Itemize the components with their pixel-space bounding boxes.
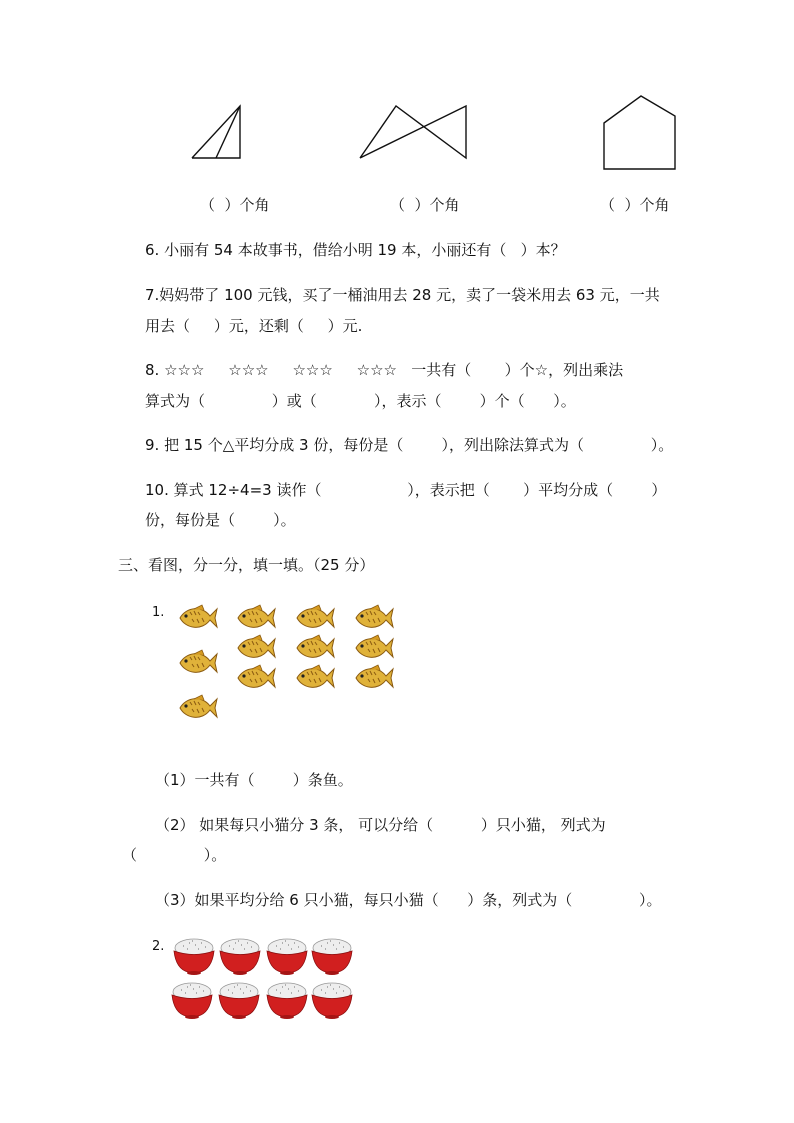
fish-icon [297, 665, 334, 687]
section-3-title: 三、看图，分一分，填一填。（25 分） [118, 556, 375, 574]
pentagon-figure [601, 94, 681, 174]
question-6: 6. 小丽有 54 本故事书，借给小明 19 本，小丽还有（ ）本？ [145, 241, 566, 259]
fish-icon [356, 665, 393, 687]
question-8-line1: 8. ☆☆☆ ☆☆☆ ☆☆☆ ☆☆☆ 一共有（ ）个☆，列出乘法 [145, 361, 624, 379]
rice-bowl-icon [172, 983, 212, 1019]
problem-1-sub-3: （3）如果平均分给 6 只小猫，每只小猫（ ）条，列式为（ ）。 [155, 891, 662, 909]
fish-icon [180, 695, 217, 717]
fish-icon [356, 635, 393, 657]
rice-bowl-icon [220, 939, 260, 975]
fish-icon [238, 635, 275, 657]
rice-bowl-group [171, 934, 371, 1024]
question-9: 9. 把 15 个△平均分成 3 份，每份是（ ），列出除法算式为（ ）。 [145, 436, 674, 454]
problem-1-sub-2-line2: （ ）。 [122, 846, 227, 864]
fish-icon [297, 635, 334, 657]
question-10-line1: 10. 算式 12÷4=3 读作（ ），表示把（ ）平均分成（ ） [145, 481, 667, 499]
shape-caption-1: （ ）个角 [200, 196, 270, 214]
fish-icon [238, 665, 275, 687]
fish-icon [297, 605, 334, 627]
problem-2-number: 2. [152, 939, 165, 954]
fish-icon [356, 605, 393, 627]
question-7-line1: 7.妈妈带了 100 元钱，买了一桶油用去 28 元，卖了一袋米用去 63 元，一共 [145, 286, 660, 304]
question-7-line2: 用去（ ）元，还剩（ ）元. [145, 317, 363, 335]
problem-1-number: 1. [152, 605, 165, 620]
bowtie-figure [358, 104, 473, 164]
problem-1-sub-1: （1）一共有（ ）条鱼。 [155, 771, 353, 789]
shape-caption-3: （ ）个角 [600, 196, 670, 214]
fish-icon [180, 650, 217, 672]
shape-caption-2: （ ）个角 [390, 196, 460, 214]
question-8-line2: 算式为（ ）或（ ），表示（ ）个（ ）。 [145, 392, 576, 410]
problem-1-sub-2-line1: （2） 如果每只小猫分 3 条， 可以分给（ ）只小猫， 列式为 [155, 816, 606, 834]
triangle-with-line-figure [190, 104, 250, 164]
fish-group [176, 602, 406, 732]
rice-bowl-icon [174, 939, 214, 975]
fish-icon [238, 605, 275, 627]
question-10-line2: 份，每份是（ ）。 [145, 511, 296, 529]
rice-bowl-icon [312, 939, 352, 975]
fish-icon [180, 605, 217, 627]
rice-bowl-icon [267, 983, 307, 1019]
rice-bowl-icon [312, 983, 352, 1019]
rice-bowl-icon [219, 983, 259, 1019]
rice-bowl-icon [267, 939, 307, 975]
